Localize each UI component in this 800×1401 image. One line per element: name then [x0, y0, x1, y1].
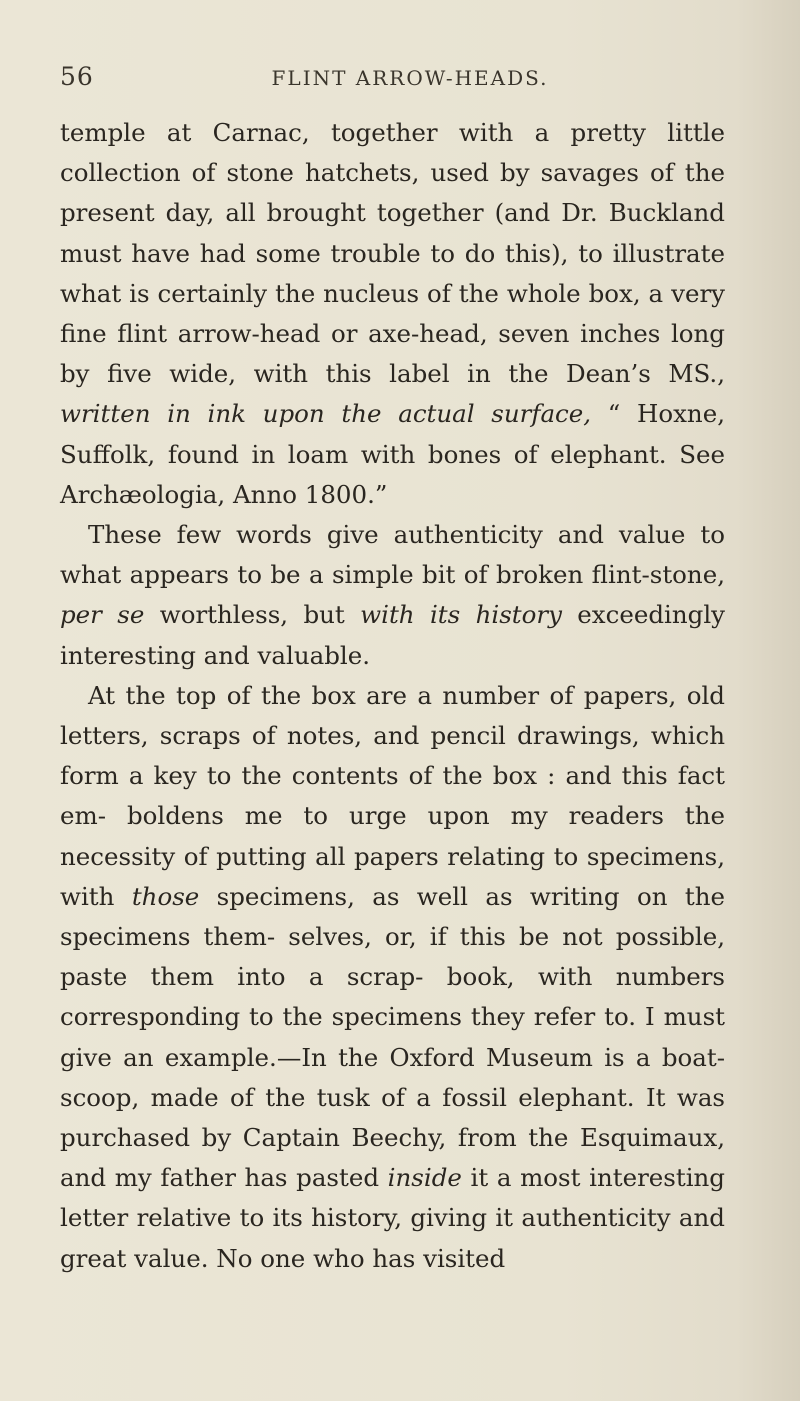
running-title: FLINT ARROW-HEADS.	[271, 66, 549, 90]
text-run: These few words give authenticity and value to what appears to be a simple bit of broken flint-stone,	[60, 520, 725, 590]
italic-text: written in ink upon the actual surface,	[60, 399, 592, 429]
italic-text: inside	[387, 1163, 462, 1193]
page-header	[60, 62, 720, 98]
text-run: it a most interesting letter relative to its history, giving it authenticity and great value. No one who has visited	[60, 1163, 725, 1273]
text-run: At the top of the box are a number of papers, old letters, scraps of notes, and pencil drawings, which form a key to the contents of the box : and this fact em- boldens me to urge upon my readers the necessity of putting all papers relating to specimens, with	[60, 680, 725, 911]
italic-text: with its history	[360, 600, 562, 630]
text-run: temple at Carnac, together with a pretty little collection of stone hatchets, used by savages of the present day, all brought together (and Dr. Buckland must have had some trouble to do this), to illustrate what is certainly the nucleus of the whole box, a very fine flint arrow-head or axe-head, seven inches long by five wide, with this label in the Dean’s MS.,	[60, 118, 725, 389]
paragraph	[60, 515, 725, 676]
italic-text: those	[131, 881, 200, 911]
paragraph	[60, 676, 725, 1279]
body-text	[60, 113, 725, 1279]
text-run: specimens, as well as writing on the specimens them- selves, or, if this be not possible, paste them into a scrap- book, with numbers corresponding to the specimens they refer to. I must give an example.—In the Oxford Museum is a boat-scoop, made of the tusk of a fossil elephant. It was purchased by Captain Beechy, from the Esquimaux, and my father has pasted	[60, 881, 725, 1193]
paragraph	[60, 113, 725, 515]
page-number: 56	[60, 62, 94, 91]
italic-text: per se	[60, 600, 145, 630]
text-run: exceedingly interesting and valuable.	[60, 600, 725, 670]
text-run: “ Hoxne, Suffolk, found in loam with bones of elephant. See Archæologia, Anno 1800.”	[60, 399, 725, 509]
text-run: worthless, but	[144, 600, 361, 630]
